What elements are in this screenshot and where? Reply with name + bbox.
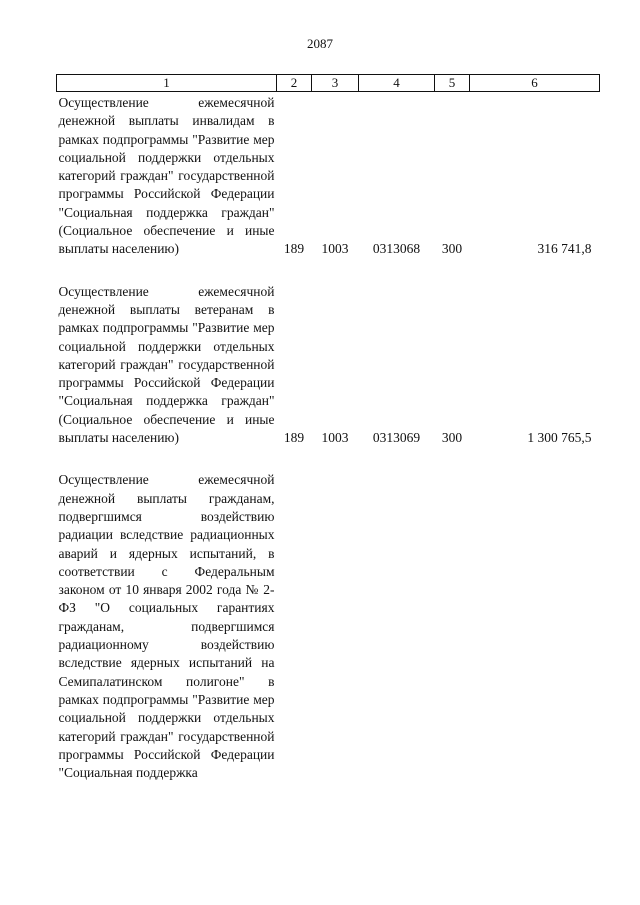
column-header: 3 xyxy=(312,75,359,92)
row-section: 1003 xyxy=(321,241,349,257)
table-header xyxy=(57,75,600,92)
table-row xyxy=(57,92,600,259)
row-amount xyxy=(470,469,600,782)
page-number: 2087 xyxy=(307,36,333,51)
row-name: Осуществление ежемесячной денежной выплаты инвалидам в рамках подпрограммы "Развитие мер социальной поддержки отдельных категорий граждан" государственной программы Российской Федерации "Социальная поддержка граждан" (Социальное обеспечение и иные выплаты населению) xyxy=(58,95,275,257)
row-ministry xyxy=(277,469,312,782)
row-expense-type: 300 xyxy=(441,241,463,257)
table-row xyxy=(57,469,600,782)
row-target xyxy=(359,469,435,782)
row-target: 0313068 xyxy=(372,241,421,257)
column-header: 5 xyxy=(435,75,470,92)
column-header: 2 xyxy=(277,75,312,92)
row-spacer xyxy=(57,447,600,469)
table-row xyxy=(57,281,600,448)
row-expense-type: 300 xyxy=(441,430,463,446)
column-header: 4 xyxy=(359,75,435,92)
row-name: Осуществление ежемесячной денежной выплаты гражданам, подвергшимся воздействию радиации вследствие радиационных аварий и ядерных испытаний, в соответствии с Федеральным законом от 10 января 2002 года № 2-ФЗ "О социальных гарантиях гражданам, подвергшимся радиационному воздействию вследствие ядерных испытаний на Семипалатинском полигоне" в рамках подпрограммы "Развитие мер социальной поддержки отдельных категорий граждан" государственной программы Российской Федерации "Социальная поддержка xyxy=(58,472,275,781)
row-section xyxy=(312,469,359,782)
row-spacer xyxy=(57,259,600,281)
row-section: 1003 xyxy=(321,430,349,446)
row-amount: 316 741,8 xyxy=(537,241,592,257)
row-name: Осуществление ежемесячной денежной выплаты ветеранам в рамках подпрограммы "Развитие мер социальной поддержки отдельных категорий граждан" государственной программы Российской Федерации "Социальная поддержка граждан" (Социальное обеспечение и иные выплаты населению) xyxy=(58,283,275,446)
row-ministry: 189 xyxy=(283,430,305,446)
row-target: 0313069 xyxy=(372,430,421,446)
row-expense-type xyxy=(435,469,470,782)
row-ministry: 189 xyxy=(283,241,305,257)
budget-table xyxy=(56,74,600,782)
column-header: 1 xyxy=(57,75,277,92)
row-amount: 1 300 765,5 xyxy=(527,430,592,446)
column-header: 6 xyxy=(470,75,600,92)
